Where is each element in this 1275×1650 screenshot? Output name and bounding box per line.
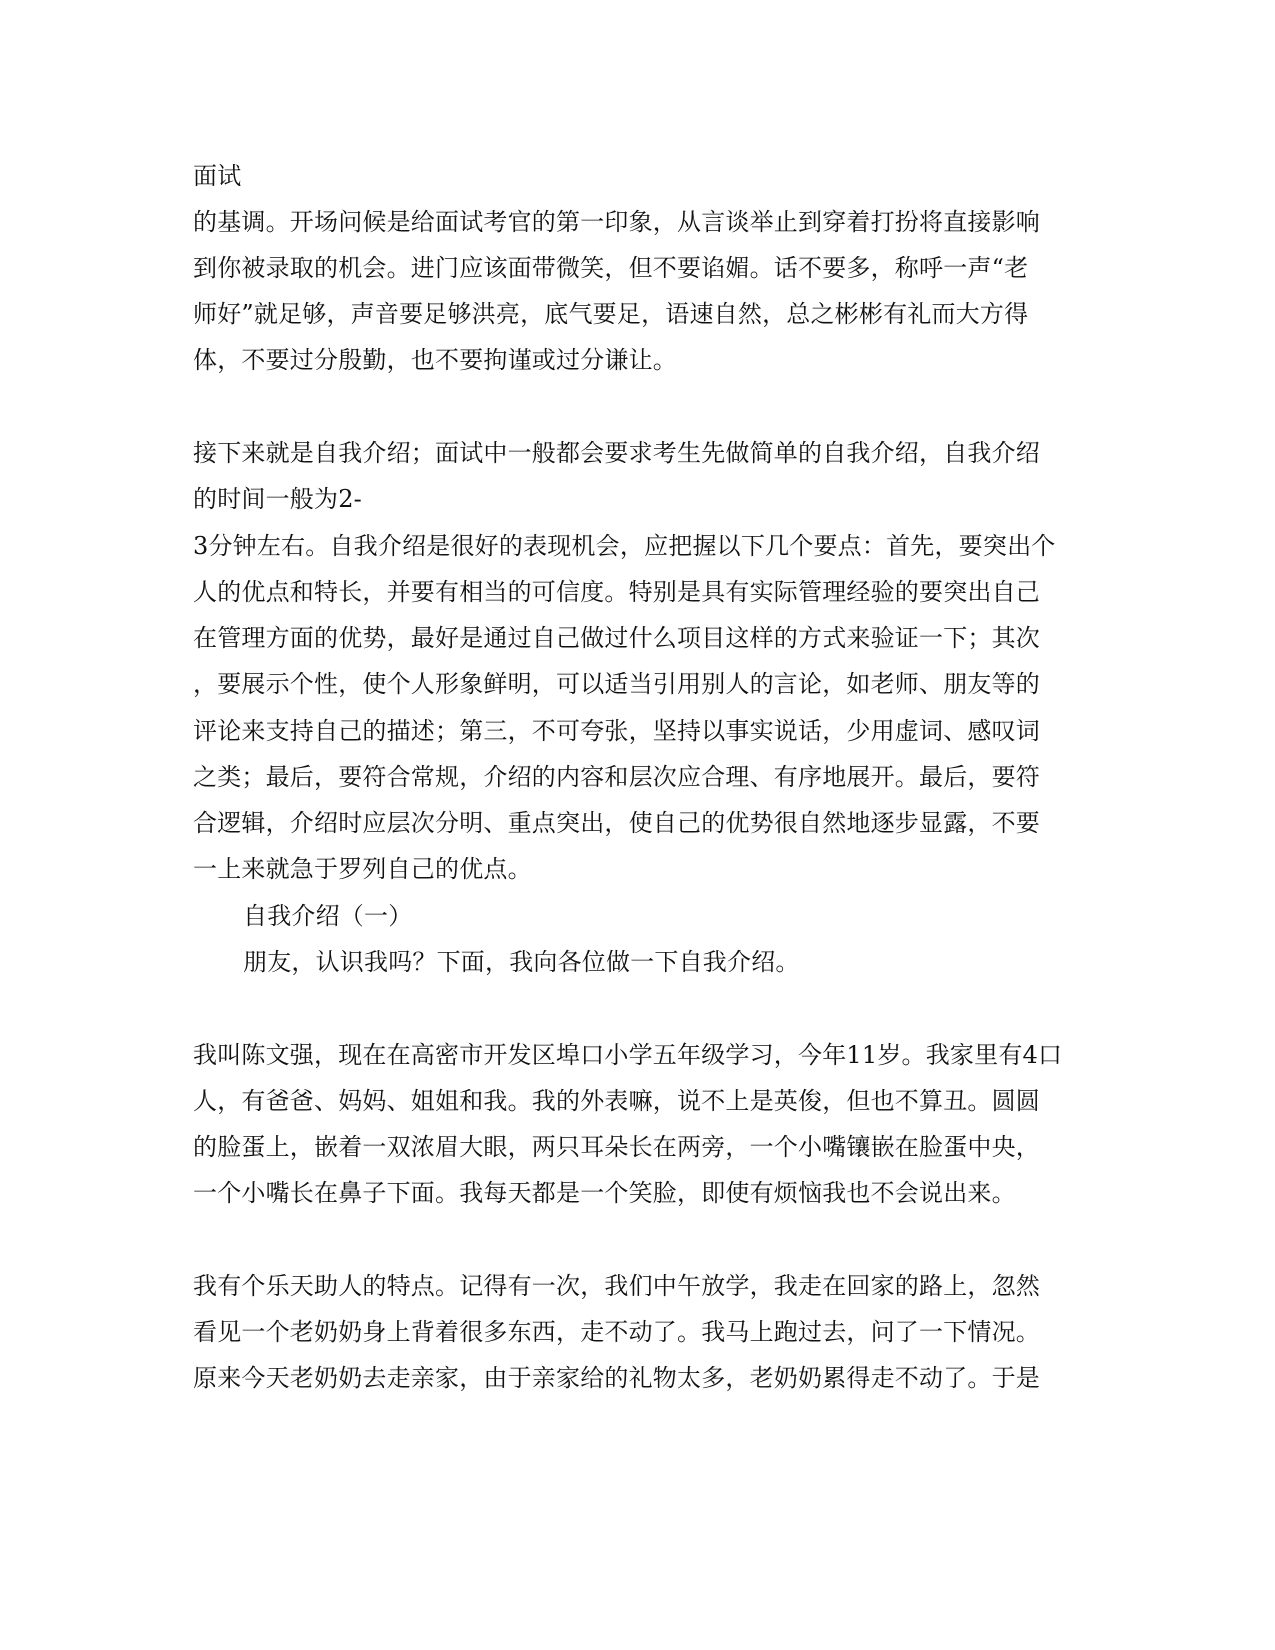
text-line: 评论来支持自己的描述；第三，不可夸张，坚持以事实说话，少用虚词、感叹词	[193, 717, 1040, 745]
text-line: 师好”就足够，声音要足够洪亮，底气要足，语速自然，总之彬彬有礼而大方得	[193, 300, 1029, 328]
section-heading: 自我介绍（一）	[243, 902, 413, 930]
text-line: 体，不要过分殷勤，也不要拘谨或过分谦让。	[193, 346, 677, 374]
text-line: 3分钟左右。自我介绍是很好的表现机会，应把握以下几个要点：首先，要突出个	[193, 532, 1056, 560]
text-line: 的时间一般为2-	[193, 485, 362, 513]
text-line: 的脸蛋上，嵌着一双浓眉大眼，两只耳朵长在两旁，一个小嘴镶嵌在脸蛋中央，	[193, 1133, 1040, 1161]
text-line: 在管理方面的优势，最好是通过自己做过什么项目这样的方式来验证一下；其次	[193, 624, 1040, 652]
text-line: 接下来就是自我介绍；面试中一般都会要求考生先做简单的自我介绍，自我介绍	[193, 439, 1040, 467]
text-line: 人，有爸爸、妈妈、姐姐和我。我的外表嘛，说不上是英俊，但也不算丑。圆圆	[193, 1087, 1040, 1115]
text-line: 人的优点和特长，并要有相当的可信度。特别是具有实际管理经验的要突出自己	[193, 578, 1040, 606]
text-line: 原来今天老奶奶去走亲家，由于亲家给的礼物太多，老奶奶累得走不动了。于是	[193, 1364, 1040, 1392]
text-line: 之类；最后，要符合常规，介绍的内容和层次应合理、有序地展开。最后，要符	[193, 763, 1040, 791]
text-line: 我有个乐天助人的特点。记得有一次，我们中午放学，我走在回家的路上，忽然	[193, 1272, 1040, 1300]
text-line: 的基调。开场问候是给面试考官的第一印象，从言谈举止到穿着打扮将直接影响	[193, 208, 1040, 236]
text-line: ，要展示个性，使个人形象鲜明，可以适当引用别人的言论，如老师、朋友等的	[193, 670, 1040, 698]
text-line: 我叫陈文强，现在在高密市开发区埠口小学五年级学习，今年11岁。我家里有4口	[193, 1041, 1063, 1069]
text-line: 到你被录取的机会。进门应该面带微笑，但不要谄媚。话不要多，称呼一声“老	[193, 254, 1029, 282]
text-line: 一上来就急于罗列自己的优点。	[193, 855, 532, 883]
text-line: 面试	[193, 162, 242, 190]
text-line: 朋友，认识我吗？下面，我向各位做一下自我介绍。	[243, 948, 800, 976]
text-line: 合逻辑，介绍时应层次分明、重点突出，使自己的优势很自然地逐步显露，不要	[193, 809, 1040, 837]
text-line: 一个小嘴长在鼻子下面。我每天都是一个笑脸，即使有烦恼我也不会说出来。	[193, 1179, 1016, 1207]
text-line: 看见一个老奶奶身上背着很多东西，走不动了。我马上跑过去，问了一下情况。	[193, 1318, 1040, 1346]
